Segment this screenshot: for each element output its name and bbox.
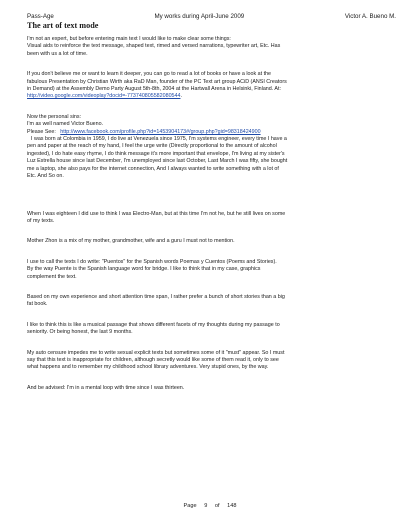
paragraph-personal: [27, 114, 396, 136]
text-line: [27, 129, 396, 136]
page-footer: [0, 503, 420, 510]
link-end: .: [180, 93, 182, 100]
text-line: Luz Estrella house since last December, I'm unemployed since last October, Last March I was fifty, she bought: [27, 158, 288, 165]
header-right: Victor A. Bueno M.: [344, 13, 396, 20]
text-line: fat book.: [27, 301, 48, 308]
text-line: I use to call the texts I do write: "Puentos" for the Spanish words Poemas y Cuentos (Poems and Stories).: [27, 258, 277, 265]
text-line: And be advised: I'm in a mental loop with time since I was thirteen.: [27, 384, 185, 391]
text-line: say that this text is inappropriate for children, although secretly would like some of them read it, only to see: [27, 356, 279, 363]
paragraph-fabulous: [27, 71, 396, 101]
text-line: in Demand) at the Assembly Demo Party August 5th-8th, 2004 at the Hartwall Arena in Helsinki, Finland. At:: [27, 86, 281, 93]
text-line: pen and paper at the reach of my hand, I feel the urge write (Directly proportional to the amount of alcohol: [27, 143, 277, 150]
text-line: Visual aids to reinforce the text message, shaped text, rimed and versed narrations, typewriter art, Etc. Has: [27, 43, 281, 50]
text-line: Etc. And So on.: [27, 173, 64, 180]
footer-of-label: of: [214, 503, 220, 509]
google-video-link[interactable]: http://video.google.com/videoplay?docid=-773740805582080544: [27, 93, 181, 100]
page-title: The art of text mode: [27, 21, 99, 30]
text-line: I was born at Colombia in 1959, I do live at Venezuela since 1975, I'm systems engineer, every time I have a: [31, 136, 287, 143]
footer-page-label: Page: [183, 503, 197, 509]
text-line: Mother Zhon is a mix of my mother, grandmother, wife and a guru I must not to mention.: [27, 238, 235, 245]
header-left: Pass-Age: [27, 13, 54, 20]
footer-page-number: 9: [204, 503, 208, 509]
text-line: Now the personal sins:: [27, 113, 82, 120]
text-line: I'm as well named Victor Bueno.: [27, 121, 104, 128]
text-line: [27, 93, 396, 100]
text-line: My auto censure impedes me to write sexual explicit texts but sometimes some of it "must" appear. So I must: [27, 349, 285, 356]
paragraph-zhon: [27, 238, 396, 245]
footer-total-pages: 148: [227, 503, 237, 509]
text-line: what happens and to remember my childhood school library adventures. Very stupid ones, by the way.: [27, 364, 269, 371]
text-line: seniority. Or being honest, the last 9 months.: [27, 329, 133, 336]
paragraph-advised: [27, 385, 396, 392]
text-line: fabulous Presentation by Christian Wirth aka RaD Man, founder of the PC Text art group ACiD (ANSI Creators: [27, 78, 287, 85]
paragraph-puentos: [27, 259, 396, 281]
header-center: My works during April-June 2009: [154, 13, 245, 20]
text-line: I like to think this is like a musical passage that shows different facets of my thoughts during my passage to: [27, 321, 280, 328]
text-line: complement the text.: [27, 273, 77, 280]
text-line: of my texts.: [27, 217, 55, 224]
paragraph-intro: [27, 36, 396, 58]
text-line: If you don't believe me or want to learn it deeper, you can go to read a lot of books or have a look at the: [27, 71, 272, 78]
text-line: me a laptop, she also pays for the internet connection, And I always wanted to write something with a lot of: [27, 165, 279, 172]
paragraph-passage: [27, 322, 396, 337]
text-line: Based on my own experience and short attention time span, I rather prefer a bunch of short stories than a big: [27, 293, 285, 300]
paragraph-bio: [27, 136, 396, 143]
paragraph-attention: [27, 294, 396, 309]
see-label: Please See:: [27, 128, 56, 135]
paragraph-electro: [27, 211, 396, 226]
text-line: ingested), I do hate easy rhyme, I do think message it's more important that envelope, I'm living at my sister's: [27, 150, 285, 157]
paragraph-bio-cont: [27, 143, 396, 180]
paragraph-censure: [27, 350, 396, 372]
text-line: By the way Puente is the Spanish language word for bridge. I like to think that in my case, graphics: [27, 266, 261, 273]
text-line: been with us a lot of time.: [27, 50, 88, 57]
page-header: [27, 13, 396, 21]
text-line: I'm not an expert, but before entering main text I would like to make clear some things:: [27, 36, 231, 42]
facebook-link[interactable]: http://www.facebook.com/profile.php?id=1453904173#/group.php?gid=98318424900: [60, 128, 261, 135]
text-line: When I was eighteen I did use to think I was Electro-Man, but at this time I'm not he, but he still lives on some: [27, 210, 286, 217]
